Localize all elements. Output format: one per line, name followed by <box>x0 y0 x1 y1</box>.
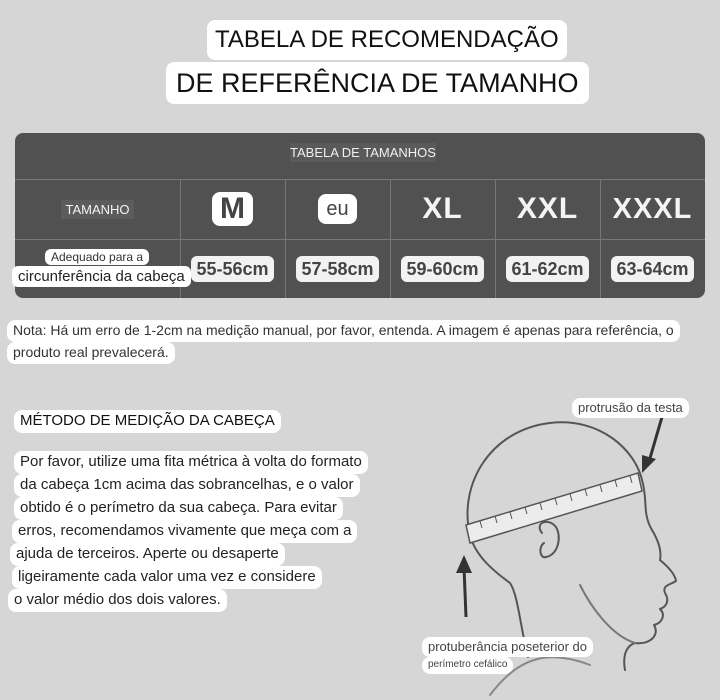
measuring-tape-icon <box>466 473 642 543</box>
size-cell-xl <box>390 179 495 239</box>
method-line-2: da cabeça 1cm acima das sobrancelhas, e o valor <box>14 474 360 497</box>
circ-cell-m <box>180 239 285 298</box>
size-xl: XL <box>422 192 463 225</box>
circ-eu: 57-58cm <box>296 256 378 282</box>
forehead-label: protrusão da testa <box>572 398 689 418</box>
circ-xxxl: 63-64cm <box>611 256 693 282</box>
method-line-5: ajuda de terceiros. Aperte ou desaperte <box>10 543 285 566</box>
circ-xl: 59-60cm <box>401 256 483 282</box>
note-line-2: produto real prevalecerá. <box>7 342 175 364</box>
method-heading: MÉTODO DE MEDIÇÃO DA CABEÇA <box>14 410 281 433</box>
size-xxl: XXL <box>516 192 579 225</box>
ear-icon <box>540 522 559 557</box>
size-cell-eu <box>285 179 390 239</box>
circ-m: 55-56cm <box>191 256 273 282</box>
occipital-sub-label: perímetro cefálico <box>422 657 513 674</box>
circ-cell-xxl <box>495 239 600 298</box>
size-m: M <box>212 192 253 226</box>
method-line-4: erros, recomendamos vivamente que meça com a <box>12 520 357 543</box>
occipital-label: protuberância poseterior do <box>422 637 593 657</box>
method-line-1: Por favor, utilize uma fita métrica à volta do formato <box>14 451 368 474</box>
size-row-label-cell <box>15 179 180 239</box>
method-line-3: obtido é o perímetro da sua cabeça. Para evitar <box>14 497 343 520</box>
size-row-label: TAMANHO <box>61 200 133 219</box>
circ-cell-eu <box>285 239 390 298</box>
size-eu: eu <box>318 194 356 224</box>
size-cell-xxxl <box>600 179 705 239</box>
note-line-1: Nota: Há um erro de 1-2cm na medição manual, por favor, entenda. A imagem é apenas para referência, o <box>7 320 680 342</box>
fit-label-big: circunferência da cabeça <box>12 266 191 287</box>
method-line-6: ligeiramente cada valor uma vez e considere <box>12 566 322 589</box>
occipital-arrow-icon <box>464 567 466 617</box>
size-cell-xxl <box>495 179 600 239</box>
size-table-header-row <box>15 133 705 179</box>
circ-cell-xxxl <box>600 239 705 298</box>
title-line-1: TABELA DE RECOMENDAÇÃO <box>207 20 567 60</box>
size-cell-m <box>180 179 285 239</box>
circ-xxl: 61-62cm <box>506 256 588 282</box>
title-line-2: DE REFERÊNCIA DE TAMANHO <box>166 62 589 104</box>
size-xxxl: XXXL <box>612 192 693 225</box>
size-table-header: TABELA DE TAMANHOS <box>290 145 436 160</box>
fit-label-small: Adequado para a <box>45 249 149 265</box>
circ-cell-xl <box>390 239 495 298</box>
method-line-7: o valor médio dos dois valores. <box>8 589 227 612</box>
